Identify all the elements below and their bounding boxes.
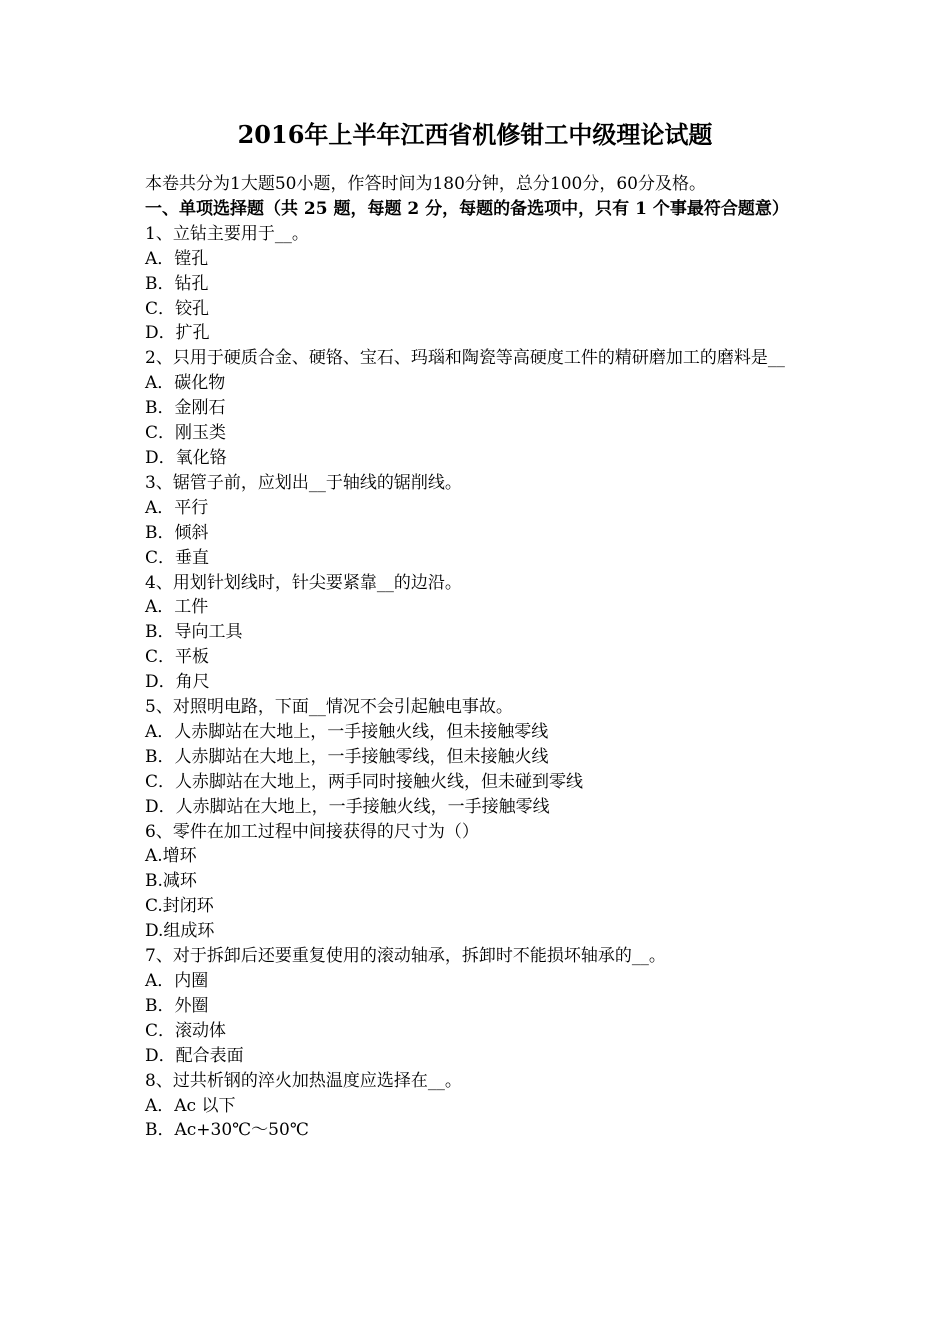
- section-heading: 一、单项选择题（共 25 题，每题 2 分，每题的备选项中，只有 1 个事最符合题意）: [145, 198, 789, 219]
- option-d: D.组成环: [145, 921, 215, 942]
- option-a: A．平行: [145, 497, 209, 518]
- question-5: [145, 695, 813, 820]
- question-stem: 5、对照明电路，下面__情况不会引起触电事故。: [145, 697, 513, 718]
- question-8: [145, 1069, 813, 1144]
- option-a: A．Ac 以下: [145, 1095, 236, 1116]
- option-b: B．导向工具: [145, 622, 243, 643]
- option-c: C．人赤脚站在大地上，两手同时接触火线，但未碰到零线: [145, 771, 584, 792]
- document-body: [145, 172, 813, 1143]
- option-c: C.封闭环: [145, 896, 214, 917]
- question-7: [145, 944, 813, 1069]
- option-b: B．金刚石: [145, 398, 226, 419]
- question-6: [145, 820, 813, 945]
- option-a: A．工件: [145, 597, 209, 618]
- document-title: 2016年上半年江西省机修钳工中级理论试题: [237, 120, 713, 149]
- question-stem: 4、用划针划线时，针尖要紧靠__的边沿。: [145, 572, 462, 593]
- option-d: D．角尺: [145, 672, 210, 693]
- option-a: A．碳化物: [145, 373, 226, 394]
- question-stem: 1、立钻主要用于__。: [145, 223, 309, 244]
- option-c: C．平板: [145, 647, 210, 668]
- option-d: D．扩孔: [145, 323, 210, 344]
- option-a: A．人赤脚站在大地上，一手接触火线，但未接触零线: [145, 721, 549, 742]
- option-d: D．配合表面: [145, 1045, 244, 1066]
- question-4: [145, 571, 813, 696]
- option-b: B.减环: [145, 871, 197, 892]
- option-a: A.增环: [145, 846, 197, 867]
- question-1: [145, 222, 813, 347]
- option-b: B．人赤脚站在大地上，一手接触零线，但未接触火线: [145, 746, 549, 767]
- option-d: D．人赤脚站在大地上，一手接触火线，一手接触零线: [145, 796, 550, 817]
- option-b: B．外圈: [145, 995, 209, 1016]
- question-stem: 6、零件在加工过程中间接获得的尺寸为（）: [145, 821, 479, 842]
- option-b: B．倾斜: [145, 522, 209, 543]
- option-a: A．内圈: [145, 971, 209, 991]
- question-stem: 7、对于拆卸后还要重复使用的滚动轴承，拆卸时不能损坏轴承的__。: [145, 946, 666, 967]
- option-c: C．垂直: [145, 547, 210, 568]
- option-c: C．铰孔: [145, 298, 210, 319]
- option-c: C．滚动体: [145, 1020, 227, 1041]
- option-a: A．镗孔: [145, 248, 209, 269]
- option-b: B．钻孔: [145, 273, 209, 294]
- question-stem: 2、只用于硬质合金、硬铬、宝石、玛瑙和陶瓷等高硬度工件的精研磨加工的磨料是__: [145, 348, 785, 369]
- option-c: C．刚玉类: [145, 423, 227, 444]
- option-d: D．氧化铬: [145, 447, 227, 468]
- option-b: B．Ac+30℃～50℃: [145, 1120, 309, 1141]
- question-stem: 8、过共析钢的淬火加热温度应选择在__。: [145, 1070, 462, 1091]
- question-2: [145, 346, 813, 471]
- question-stem: 3、锯管子前，应划出__于轴线的锯削线。: [145, 472, 462, 493]
- exam-intro: 本卷共分为1大题50小题，作答时间为180分钟，总分100分，60分及格。: [145, 174, 706, 194]
- question-3: [145, 471, 813, 571]
